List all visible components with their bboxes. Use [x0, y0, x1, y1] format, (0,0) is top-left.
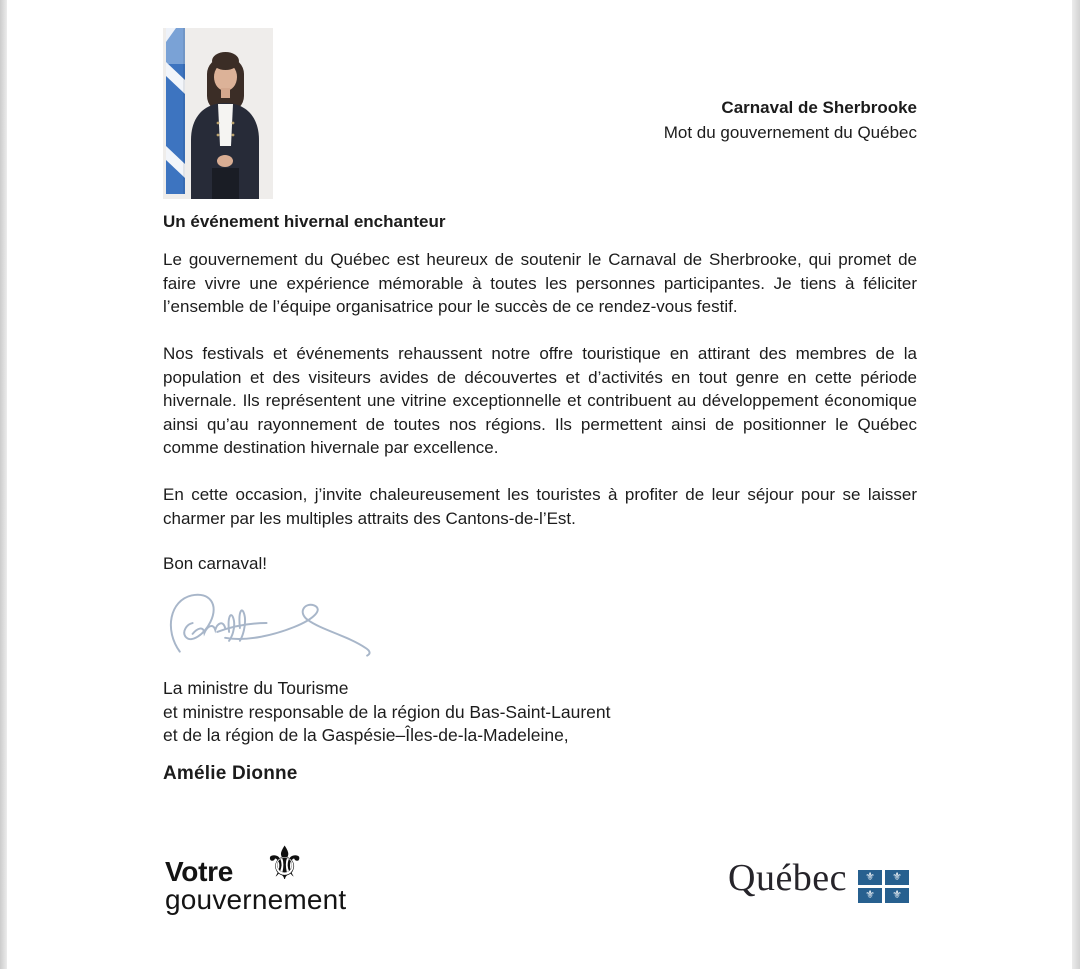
quebec-flag-icon	[858, 870, 909, 903]
quebec-wordmark: Québec	[728, 857, 848, 899]
flag-quarter-icon: ⚜	[858, 870, 882, 885]
paragraph-3: En cette occasion, j’invite chaleureusement les touristes à profiter de leur séjour pour se laisser charmer par les multiples attraits des Cantons-de-l’Est.	[163, 485, 917, 528]
quebec-government-logo	[728, 856, 918, 912]
gouvernement-word: gouvernement	[165, 884, 347, 915]
paragraph-1: Le gouvernement du Québec est heureux de soutenir le Carnaval de Sherbrooke, qui promet de faire vivre une expérience mémorable à toutes les personnes participantes. Je tiens à féliciter l’ensemble de l’équipe organisatrice pour le succès de ce rendez-vous festif.	[163, 250, 917, 316]
signoff-line-3: et de la région de la Gaspésie–Îles-de-la-Madeleine,	[163, 725, 569, 745]
signoff-line-2: et ministre responsable de la région du Bas-Saint-Laurent	[163, 701, 611, 722]
flag-quarter-icon: ⚜	[858, 888, 882, 903]
letter-heading: Un événement hivernal enchanteur	[163, 212, 446, 231]
votre-word: Votre	[165, 856, 233, 887]
votre-gouvernement-logo	[163, 837, 393, 918]
letter-header	[664, 95, 917, 145]
handwritten-signature	[164, 586, 376, 666]
signoff-titles	[163, 677, 610, 748]
signoff-line-1: La ministre du Tourisme	[163, 678, 349, 698]
flag-quarter-icon: ⚜	[885, 888, 909, 903]
minister-photo	[163, 28, 273, 199]
flag-quarter-icon: ⚜	[885, 870, 909, 885]
page-gutter-left	[0, 0, 7, 969]
minister-photo-image	[163, 28, 273, 199]
closing-line: Bon carnaval!	[163, 554, 267, 573]
paragraph-2: Nos festivals et événements rehaussent notre offre touristique en attirant des membres de la population et des visiteurs avides de découvertes et d’activités en tout genre en cette période hivernale. Ils représentent une vitrine exceptionnelle et contribuent au développement économique ainsi qu’au rayonnement de toutes nos régions. Ils permettent ainsi de positionner le Québec comme destination hivernale par excellence.	[163, 344, 917, 457]
minister-name: Amélie Dionne	[163, 763, 298, 784]
event-title: Carnaval de Sherbrooke	[721, 98, 917, 117]
fleur-de-lis-icon: ⚜	[264, 837, 306, 889]
letter-subtitle: Mot du gouvernement du Québec	[663, 123, 917, 142]
page-gutter-right	[1072, 0, 1080, 969]
signature-image	[164, 586, 376, 666]
